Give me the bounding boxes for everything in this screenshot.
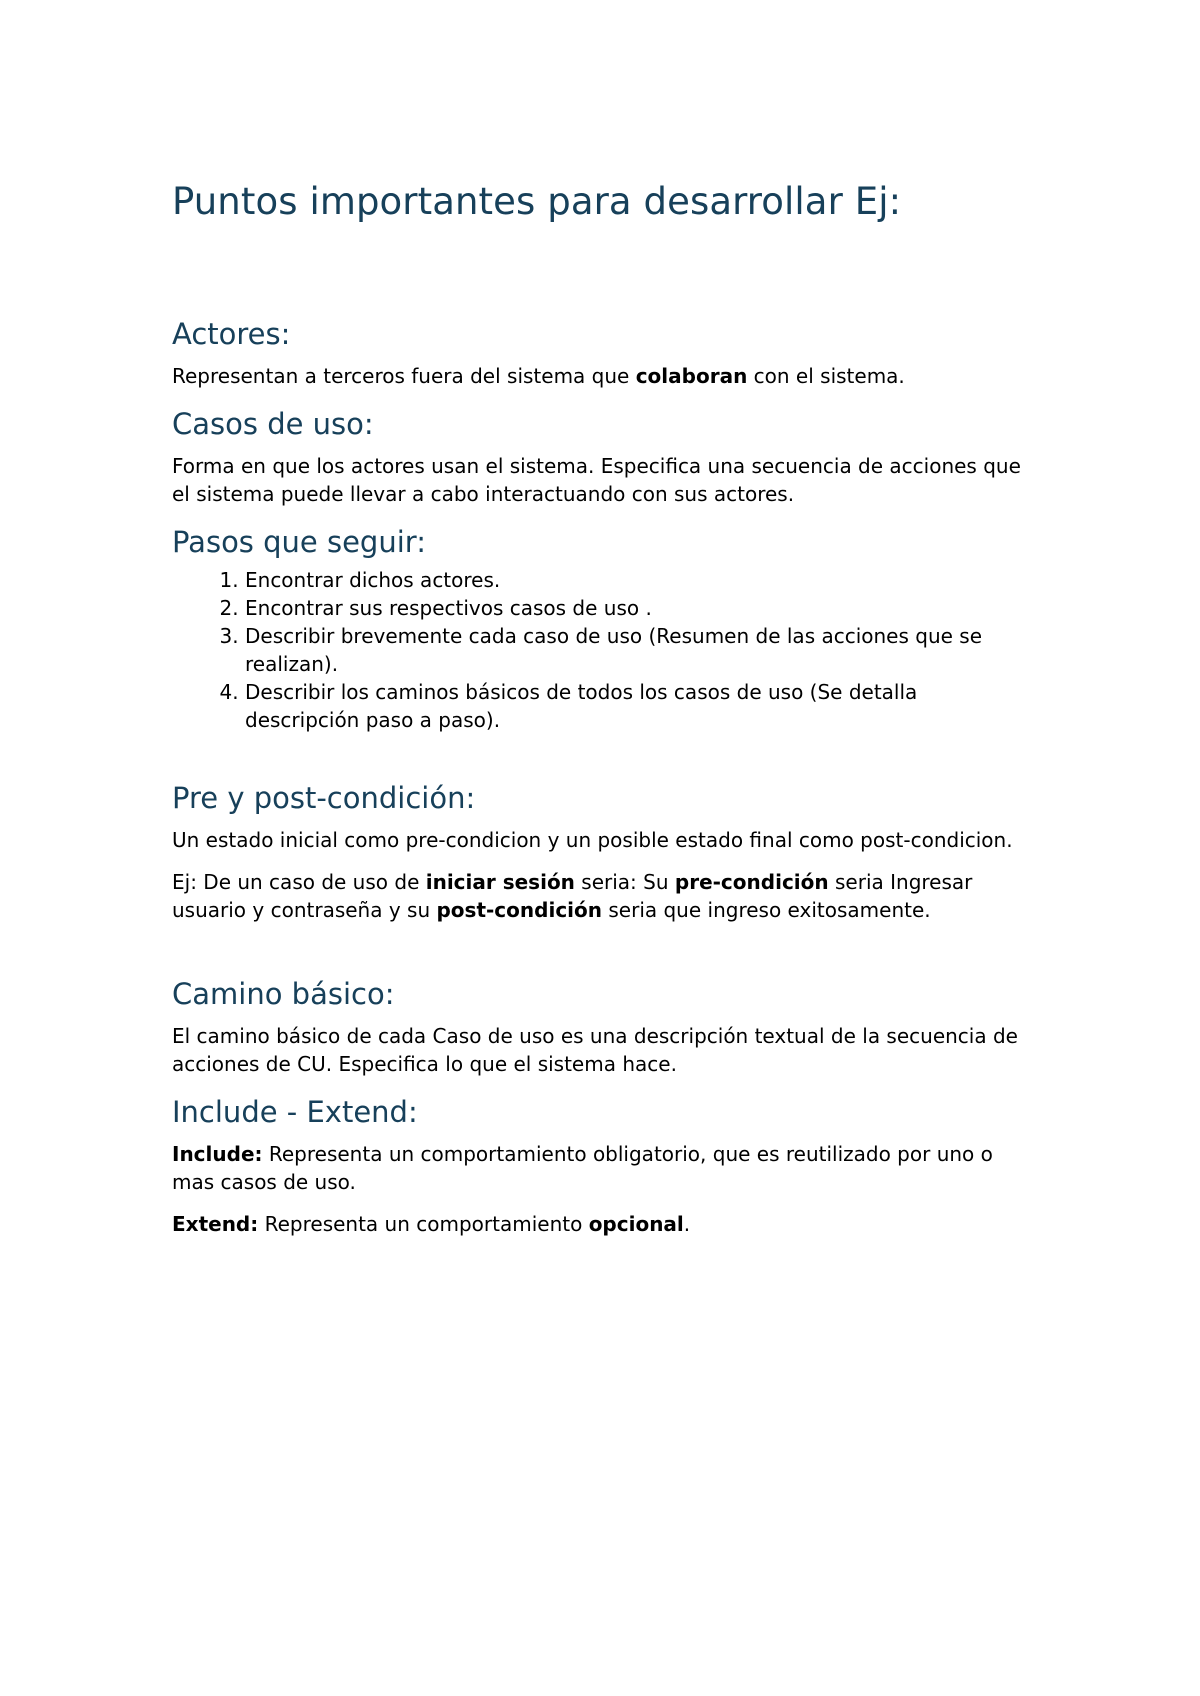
heading-pasos: Pasos que seguir:: [172, 525, 426, 559]
steps-list: [172, 566, 1032, 734]
example-bold-post-condicion: post-condición: [436, 898, 603, 922]
extend-text-1: Representa un comportamiento: [258, 1212, 589, 1236]
extend-label: Extend:: [172, 1212, 259, 1236]
list-item: 4. Describir los caminos básicos de todos los casos de uso (Se detalla descripción paso a paso).: [245, 678, 1032, 734]
section-include-extend: [172, 1092, 1032, 1238]
heading-actores: Actores:: [172, 317, 291, 351]
paragraph-extend: [172, 1210, 1032, 1238]
paragraph-actores: [172, 362, 1032, 390]
example-text-3: seria Ingresar usuario y contraseña y su: [172, 870, 973, 922]
heading-camino-basico: Camino básico:: [172, 977, 395, 1011]
paragraph-camino-basico: El camino básico de cada Caso de uso es una descripción textual de la secuencia de acciones de CU. Especifica lo que el sistema hace.: [172, 1024, 1018, 1076]
actores-text-2: con el sistema.: [747, 364, 905, 388]
example-text-1: Ej: De un caso de uso de: [172, 870, 426, 894]
section-pasos: [172, 522, 1032, 734]
heading-pre-post-condicion: Pre y post-condición:: [172, 781, 476, 815]
list-item: 2. Encontrar sus respectivos casos de uso .: [245, 594, 1032, 622]
document-title: Puntos importantes para desarrollar Ej:: [172, 180, 902, 223]
example-text-2: seria: Su: [574, 870, 675, 894]
document-content: [172, 176, 1032, 1252]
paragraph-pre-post-example: [172, 868, 1032, 924]
list-item: 1. Encontrar dichos actores.: [245, 566, 1032, 594]
actores-text-1: Representan a terceros fuera del sistema que: [172, 364, 636, 388]
list-item: 3. Describir brevemente cada caso de uso (Resumen de las acciones que se realizan).: [245, 622, 1032, 678]
section-pre-post-condicion: [172, 778, 1032, 924]
include-text: Representa un comportamiento obligatorio, que es reutilizado por uno o mas casos de uso.: [172, 1142, 993, 1194]
actores-bold-colaboran: colaboran: [635, 364, 748, 388]
paragraph-include: [172, 1140, 1032, 1196]
extend-bold-opcional: opcional: [588, 1212, 684, 1236]
paragraph-casos-de-uso: Forma en que los actores usan el sistema. Especifica una secuencia de acciones que el sistema puede llevar a cabo interactuando con sus actores.: [172, 454, 1021, 506]
example-text-4: seria que ingreso exitosamente.: [602, 898, 931, 922]
example-bold-pre-condicion: pre-condición: [674, 870, 829, 894]
include-label: Include:: [172, 1142, 263, 1166]
heading-casos-de-uso: Casos de uso:: [172, 407, 374, 441]
section-actores: [172, 314, 1032, 390]
extend-text-2: .: [683, 1212, 691, 1236]
heading-include-extend: Include - Extend:: [172, 1095, 418, 1129]
section-camino-basico: [172, 974, 1032, 1078]
paragraph-pre-post-definition: Un estado inicial como pre-condicion y un posible estado final como post-condicion.: [172, 828, 1013, 852]
section-casos-de-uso: [172, 404, 1032, 508]
example-bold-iniciar-sesion: iniciar sesión: [425, 870, 575, 894]
